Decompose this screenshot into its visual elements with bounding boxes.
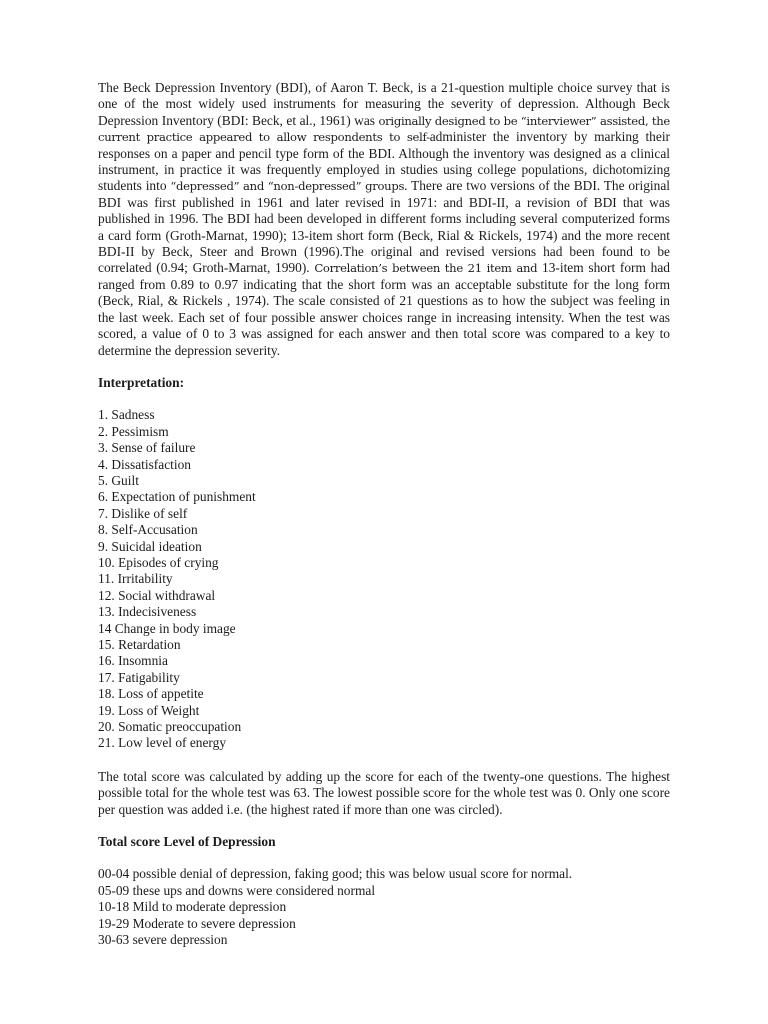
level-item: 00-04 possible denial of depression, faking good; this was below usual score for normal. (98, 866, 573, 882)
list-item: 4. Dissatisfaction (98, 456, 191, 472)
list-item: 21. Low level of energy (98, 735, 227, 751)
list-item: 14 Change in body image (98, 620, 236, 636)
list-item: 1. Sadness (98, 407, 155, 423)
interpretation-heading: Interpretation: (98, 374, 185, 390)
list-item: 5. Guilt (98, 472, 139, 488)
list-item: 12. Social withdrawal (98, 587, 216, 603)
interpretation-list (98, 407, 670, 752)
list-item: 11. Irritability (98, 571, 173, 587)
list-item: 9. Suicidal ideation (98, 538, 202, 554)
depression-levels-list (98, 866, 670, 948)
intro-text-5: . There are two versions of the BDI. The original BDI was first published in 1961 and later revised in 1971: and BDI-II, a revision of BDI that was published in 1996. The BDI had been developed in different forms including several computerized forms a card form (Groth-Marnat, 1990); 13-item short form (Beck, Rial & Rickels, 1974) and the more recent BDI-II by Beck, Steer and Brown (1996).The original and revised versions had been found to be correlated (0.94; Groth-Marnat, 1990). (98, 178, 670, 276)
list-item: 6. Expectation of punishment (98, 489, 256, 505)
level-item: 10-18 Mild to moderate depression (98, 899, 287, 915)
intro-text-4: “depressed” and “non-depressed” groups (170, 179, 405, 194)
list-item: 8. Self-Accusation (98, 522, 198, 538)
intro-text-2: originally designed to be “interviewer” assisted, the current practice appeared to allow respondents to self- (98, 113, 670, 145)
list-item: 10. Episodes of crying (98, 554, 219, 570)
list-item: 19. Loss of Weight (98, 702, 200, 718)
intro-text-7: 13-item short form had ranged from 0.89 to 0.97 indicating that the short form was an acceptable substitute for the long form (Beck, Rial, & Rickels , 1974). The scale consisted of 21 questions as to how the subject was feeling in the last week. Each set of four possible answer choices range in increasing intensity. When the test was scored, a value of 0 to 3 was assigned for each answer and then total score was compared to a key to determine the depression severity. (98, 260, 670, 358)
list-item: 7. Dislike of self (98, 505, 188, 521)
list-item: 2. Pessimism (98, 423, 169, 439)
total-score-paragraph: The total score was calculated by adding up the score for each of the twenty-one questions. The highest possible total for the whole test was 63. The lowest possible score for the whole test was 0. Only one score per question was added i.e. (the highest rated if more than one was circled). (98, 768, 670, 817)
levels-heading: Total score Level of Depression (98, 834, 276, 850)
intro-text-1: The Beck Depression Inventory (BDI), of Aaron T. Beck, is a 21-question multiple choice survey that is one of the most widely used instruments for measuring the severity of depression. Although Beck Depression Inventory (BDI: Beck, et al., 1961) was (98, 80, 670, 128)
list-item: 18. Loss of appetite (98, 686, 204, 702)
intro-text-3: administer the inventory by marking their responses on a paper and pencil type form of the BDI. Although the inventory was designed as a clinical instrument, in practice it was frequently employed in studies using college populations, dichotomizing students into (98, 129, 670, 194)
level-item: 30-63 severe depression (98, 932, 228, 948)
intro-text-6: Correlation’s between the 21 item and (314, 261, 538, 276)
level-item: 05-09 these ups and downs were considered normal (98, 882, 376, 898)
list-item: 13. Indecisiveness (98, 604, 197, 620)
intro-paragraph (98, 80, 670, 359)
list-item: 15. Retardation (98, 637, 181, 652)
list-item: 20. Somatic preoccupation (98, 719, 242, 735)
list-item: 3. Sense of failure (98, 440, 196, 456)
list-item: 17. Fatigability (98, 669, 180, 685)
list-item: 16. Insomnia (98, 653, 168, 669)
level-item: 19-29 Moderate to severe depression (98, 915, 296, 931)
